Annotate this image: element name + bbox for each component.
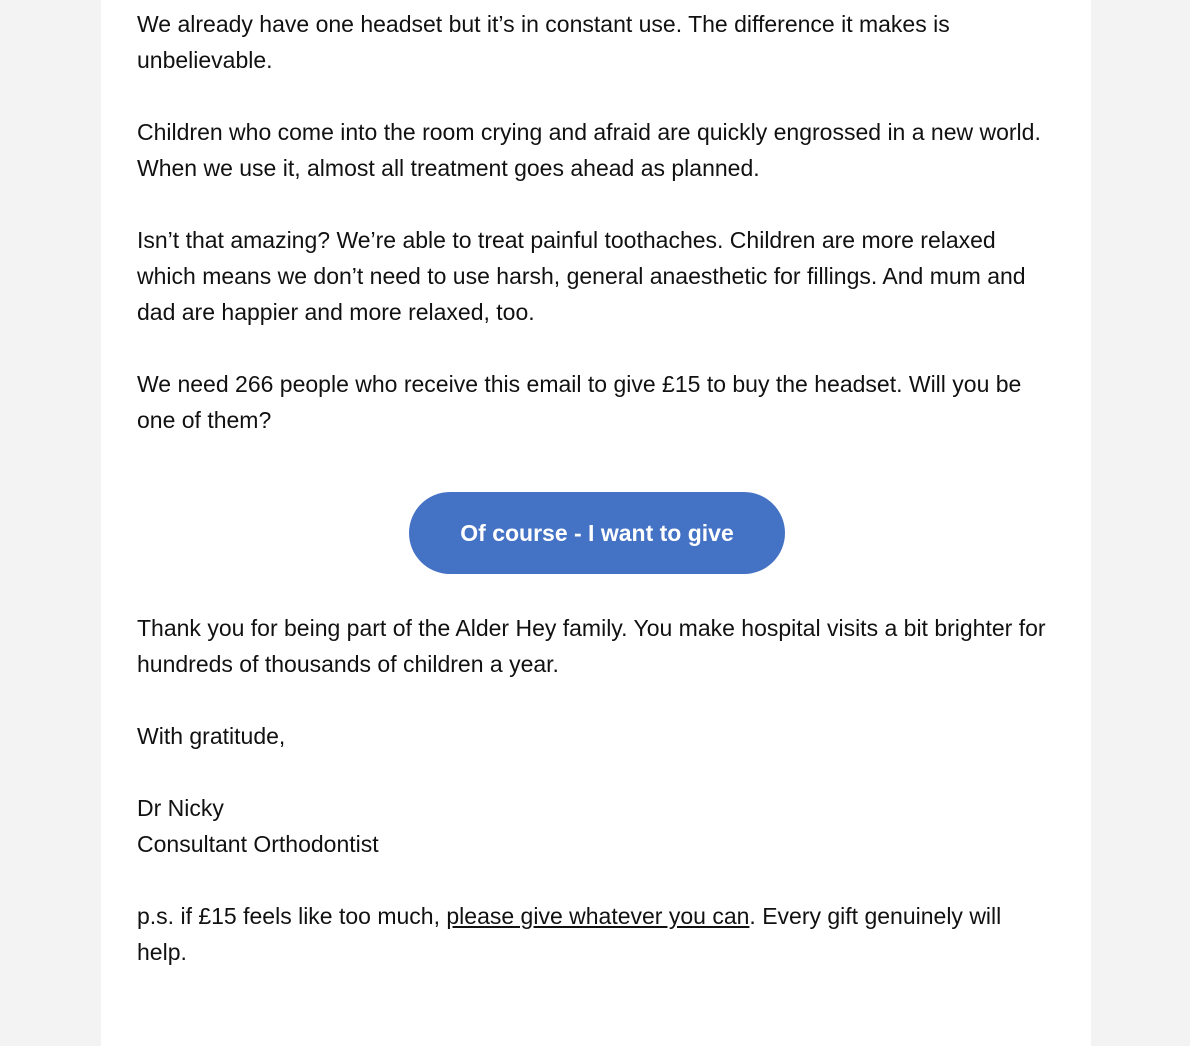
paragraph-thank-you: Thank you for being part of the Alder Hey family. You make hospital visits a bit brighter for hundreds of thousands of children a year. bbox=[137, 615, 1046, 677]
signature-title: Consultant Orthodontist bbox=[137, 831, 379, 857]
signature-name: Dr Nicky bbox=[137, 795, 224, 821]
paragraph-donation-ask: We need 266 people who receive this email to give £15 to buy the headset. Will you be one of them? bbox=[137, 371, 1022, 433]
email-body-card bbox=[101, 0, 1091, 1046]
give-whatever-link[interactable]: please give whatever you can bbox=[446, 903, 750, 929]
paragraph-headset-usage: We already have one headset but it’s in constant use. The difference it makes is unbelievable. bbox=[137, 11, 950, 73]
give-button[interactable]: Of course - I want to give bbox=[409, 492, 785, 574]
paragraph-children-engrossed: Children who come into the room crying and afraid are quickly engrossed in a new world. When we use it, almost all treatment goes ahead as planned. bbox=[137, 119, 1041, 181]
paragraph-benefits: Isn’t that amazing? We’re able to treat painful toothaches. Children are more relaxed which means we don’t need to use harsh, general anaesthetic for fillings. And mum and dad are happier and more relaxed, too. bbox=[137, 227, 1026, 325]
postscript bbox=[137, 898, 1057, 970]
postscript-lead-text: p.s. if £15 feels like too much, bbox=[137, 903, 447, 929]
postscript-trail-text: . Every gift genuinely will help. bbox=[137, 903, 1002, 965]
cta-container bbox=[137, 492, 1057, 574]
closing-text: With gratitude, bbox=[137, 723, 286, 749]
email-content bbox=[137, 6, 1057, 1006]
